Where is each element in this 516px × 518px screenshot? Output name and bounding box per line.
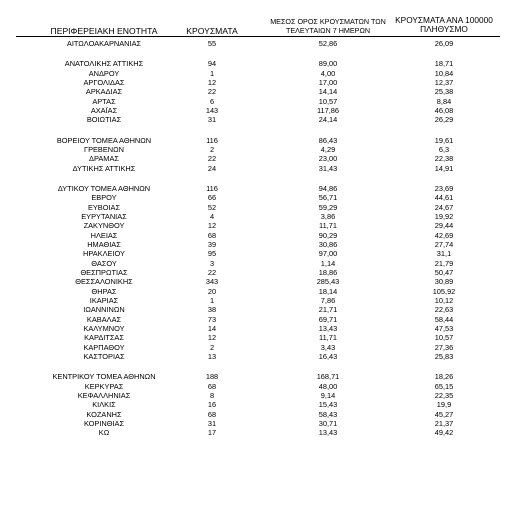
cell-avg7: 97,00 [318,249,338,259]
cell-region: ΚΑΣΤΟΡΙΑΣ [83,351,125,361]
cell-avg7: 9,14 [320,390,336,400]
cell-avg7: 1,14 [320,258,336,268]
cell-region: ΔΥΤΙΚΗΣ ΑΤΤΙΚΗΣ [72,163,136,173]
cell-avg7: 16,43 [318,351,338,361]
cell-per100k: 31,1 [436,249,452,259]
cell-region: ΑΡΤΑΣ [92,96,116,106]
table-row [0,287,516,296]
cell-avg7: 31,43 [318,163,338,173]
cell-region: ΗΜΑΘΙΑΣ [87,239,121,249]
cell-per100k: 47,53 [434,323,454,333]
cell-cases: 68 [207,381,217,391]
cell-cases: 66 [207,193,217,203]
cell-region: ΚΕΦΑΛΛΗΝΙΑΣ [77,390,131,400]
cell-avg7: 17,00 [318,77,338,87]
cell-per100k: 10,84 [434,68,454,78]
cell-region: ΘΕΣΠΡΩΤΙΑΣ [80,267,128,277]
cell-per100k: 12,37 [434,77,454,87]
cell-region: ΕΥΒΟΙΑΣ [87,202,121,212]
cell-per100k: 49,42 [434,428,454,438]
header-avg7-line2: ΤΕΛΕΥΤΑΙΩΝ 7 ΗΜΕΡΩΝ [285,26,371,35]
cell-avg7: 30,86 [318,239,338,249]
cell-per100k: 10,12 [434,295,454,305]
cell-avg7: 52,86 [318,39,338,48]
table-row [0,268,516,277]
cell-region: ΘΕΣΣΑΛΟΝΙΚΗΣ [75,277,133,287]
cell-cases: 1 [209,68,215,78]
table-row [0,277,516,286]
cell-per100k: 44,61 [434,193,454,203]
table-row [0,231,516,240]
cell-cases: 22 [207,267,217,277]
table-row [0,87,516,96]
cell-cases: 39 [207,239,217,249]
cell-per100k: 45,27 [434,409,454,419]
cell-per100k: 18,26 [434,372,454,382]
cell-avg7: 90,29 [318,230,338,240]
table-row [0,410,516,419]
cell-cases: 6 [209,96,215,106]
cell-region: ΙΚΑΡΙΑΣ [89,295,119,305]
cell-region: ΚΙΛΚΙΣ [92,400,116,410]
cell-avg7: 10,57 [318,96,338,106]
cell-region: ΑΝΔΡΟΥ [88,68,120,78]
cell-cases: 68 [207,409,217,419]
cell-cases: 116 [206,135,218,145]
table-row [0,391,516,400]
cell-cases: 12 [207,77,217,87]
cell-avg7: 69,71 [318,314,338,324]
cell-per100k: 10,57 [434,333,454,343]
header-cases: ΚΡΟΥΣΜΑΤΑ [186,26,238,36]
table-row [0,333,516,342]
table-row [0,164,516,173]
cell-cases: 31 [207,418,217,428]
table-row [0,212,516,221]
header-per100k-line2: ΠΛΗΘΥΣΜΟ [420,24,468,34]
cell-per100k: 24,67 [434,202,454,212]
cell-cases: 24 [207,163,217,173]
cell-per100k: 58,44 [434,314,454,324]
cell-avg7: 4,29 [320,144,336,154]
table-row [0,59,516,68]
table-row [0,106,516,115]
cell-per100k: 21,37 [434,418,454,428]
cell-region: ΕΥΡΥΤΑΝΙΑΣ [81,211,127,221]
cell-region: ΘΑΣΟΥ [91,258,117,268]
cell-avg7: 11,71 [319,333,337,343]
cell-cases: 14 [207,323,217,333]
cell-avg7: 14,14 [318,87,338,97]
cell-region: ΚΕΝΤΡΙΚΟΥ ΤΟΜΕΑ ΑΘΗΝΩΝ [52,372,156,382]
cell-per100k: 22,63 [434,305,454,315]
cell-cases: 13 [207,351,217,361]
cell-avg7: 58,43 [318,409,338,419]
cell-cases: 4 [209,211,215,221]
cell-per100k: 18,71 [434,59,454,69]
cell-per100k: 22,35 [434,390,454,400]
cell-avg7: 23,00 [318,154,338,164]
table-row [0,382,516,391]
cell-avg7: 11,71 [319,221,337,231]
cell-per100k: 23,69 [434,183,454,193]
cell-per100k: 21,79 [434,258,454,268]
cell-avg7: 48,00 [318,381,338,391]
cell-cases: 12 [207,221,217,231]
header-region: ΠΕΡΙΦΕΡΕΙΑΚΗ ΕΝΟΤΗΤΑ [50,26,158,36]
cell-region: ΚΟΖΑΝΗΣ [86,409,122,419]
cell-avg7: 168,71 [316,372,340,382]
cell-region: ΗΛΕΙΑΣ [90,230,118,240]
table-row [0,324,516,333]
cell-region: ΚΑΛΥΜΝΟΥ [83,323,125,333]
cell-region: ΕΒΡΟΥ [91,193,117,203]
cell-per100k: 65,15 [434,381,454,391]
cell-cases: 22 [207,87,217,97]
cell-region: ΘΗΡΑΣ [91,286,117,296]
cell-region: ΓΡΕΒΕΝΩΝ [84,144,124,154]
cell-per100k: 6,3 [438,144,450,154]
header-per100k-line1: ΚΡΟΥΣΜΑΤΑ ΑΝΑ 100000 [395,15,493,25]
cell-avg7: 21,71 [318,305,338,315]
cell-cases: 20 [207,286,217,296]
cell-region: ΑΡΓΟΛΙΔΑΣ [83,77,125,87]
cell-cases: 52 [207,202,217,212]
table-row [0,249,516,258]
cell-region: ΑΙΤΩΛΟΑΚΑΡΝΑΝΙΑΣ [66,39,142,48]
table-row [0,343,516,352]
cell-region: ΚΟΡΙΝΘΙΑΣ [83,418,125,428]
table-row [0,78,516,87]
table-row [0,419,516,428]
cell-cases: 343 [205,277,219,287]
cell-avg7: 15,43 [318,400,338,410]
cell-region: ΚΩ [98,428,110,438]
cell-per100k: 29,44 [434,221,454,231]
cell-region: ΒΟΡΕΙΟΥ ΤΟΜΕΑ ΑΘΗΝΩΝ [56,135,152,145]
cell-avg7: 59,29 [318,202,338,212]
cell-region: ΚΑΡΔΙΤΣΑΣ [84,333,124,343]
cell-per100k: 19,61 [434,135,454,145]
cell-per100k: 25,83 [434,351,454,361]
cell-avg7: 117,86 [316,105,340,115]
table-row [0,259,516,268]
cell-per100k: 8,84 [436,96,452,106]
table-row [0,203,516,212]
cell-cases: 116 [206,183,218,193]
cell-region: ΗΡΑΚΛΕΙΟΥ [83,249,125,259]
table-row [0,184,516,193]
cell-cases: 94 [207,59,217,69]
cell-avg7: 24,14 [318,115,338,125]
cell-cases: 68 [207,230,217,240]
cell-per100k: 46,08 [434,105,454,115]
cell-cases: 22 [207,154,217,164]
cell-cases: 1 [209,295,215,305]
cell-cases: 73 [207,314,217,324]
cell-cases: 3 [209,258,215,268]
table-row [0,305,516,314]
cell-per100k: 30,89 [434,277,454,287]
cell-region: ΚΑΒΑΛΑΣ [86,314,122,324]
table-row [0,240,516,249]
cell-avg7: 18,14 [318,286,338,296]
cell-region: ΑΝΑΤΟΛΙΚΗΣ ΑΤΤΙΚΗΣ [64,59,144,69]
table-row [0,145,516,154]
table-row [0,400,516,409]
table-row [0,221,516,230]
cell-per100k: 27,74 [434,239,454,249]
table-row [0,428,516,437]
cell-cases: 12 [207,333,217,343]
cell-region: ΚΑΡΠΑΘΟΥ [83,342,125,352]
cell-region: ΑΧΑΪΑΣ [90,105,118,115]
table-row [0,97,516,106]
cell-per100k: 25,38 [434,87,454,97]
table-row [0,136,516,145]
cell-region: ΔΡΑΜΑΣ [89,154,119,164]
cell-cases: 8 [209,390,215,400]
cell-cases: 2 [209,342,215,352]
cell-cases: 95 [207,249,217,259]
cell-per100k: 22,38 [434,154,454,164]
table-row [0,115,516,124]
cell-avg7: 94,86 [318,183,338,193]
cell-per100k: 26,29 [434,115,454,125]
cell-avg7: 3,86 [320,211,336,221]
cell-cases: 38 [207,305,217,315]
cell-avg7: 89,00 [318,59,338,69]
table-row [0,193,516,202]
cell-avg7: 4,00 [320,68,336,78]
cell-region: ΖΑΚΥΝΘΟΥ [83,221,125,231]
cell-cases: 188 [205,372,219,382]
cell-per100k: 26,09 [434,39,454,48]
table-row [0,296,516,305]
table-row [0,154,516,163]
cell-per100k: 19,9 [436,400,452,410]
cell-avg7: 13,43 [318,323,338,333]
header-avg7-line1: ΜΕΣΟΣ ΟΡΟΣ ΚΡΟΥΣΜΑΤΩΝ ΤΩΝ [270,17,386,26]
cell-cases: 31 [207,115,217,125]
table-row [0,69,516,78]
cell-per100k: 14,91 [434,163,454,173]
cell-cases: 16 [207,400,217,410]
cell-region: ΙΩΑΝΝΙΝΩΝ [83,305,125,315]
cell-avg7: 18,86 [318,267,338,277]
cell-cases: 143 [205,105,219,115]
table-row [0,315,516,324]
cell-per100k: 50,47 [434,267,454,277]
table-row [0,39,516,48]
cell-per100k: 19,92 [434,211,454,221]
cell-avg7: 30,71 [318,418,338,428]
cell-cases: 55 [207,39,217,48]
cell-avg7: 13,43 [318,428,338,438]
cell-cases: 17 [207,428,217,438]
cell-avg7: 56,71 [318,193,338,203]
cell-region: ΚΕΡΚΥΡΑΣ [84,381,124,391]
cell-avg7: 86,43 [318,135,338,145]
cell-cases: 2 [209,144,215,154]
cell-avg7: 7,86 [320,295,336,305]
cell-region: ΔΥΤΙΚΟΥ ΤΟΜΕΑ ΑΘΗΝΩΝ [57,183,151,193]
cell-avg7: 3,43 [320,342,336,352]
cell-per100k: 105,92 [432,286,456,296]
cell-region: ΑΡΚΑΔΙΑΣ [85,87,123,97]
cell-region: ΒΟΙΩΤΙΑΣ [86,115,122,125]
cell-per100k: 42,69 [434,230,454,240]
cell-avg7: 285,43 [316,277,340,287]
table-row [0,352,516,361]
table-row [0,372,516,381]
cell-per100k: 27,36 [434,342,454,352]
